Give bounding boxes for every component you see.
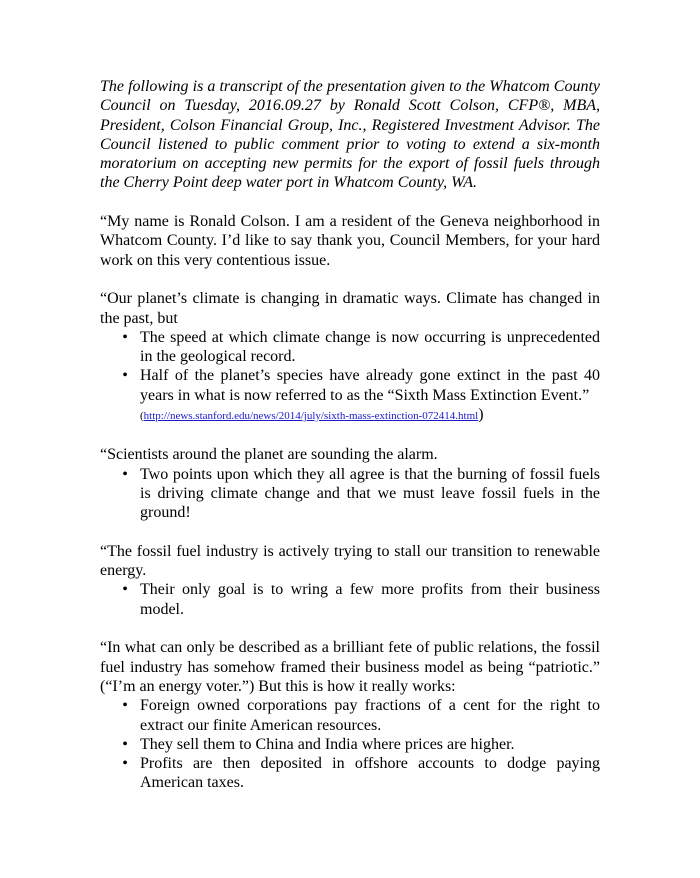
bullet-icon: • (122, 735, 128, 753)
bullet-icon: • (122, 367, 128, 385)
paragraph-public-relations: “In what can only be described as a brilliant fete of public relations, the fossil fuel industry has somehow framed their business model as being “patriotic.” (“I’m an energy voter.”) But this is how it really works: (100, 639, 600, 695)
bullet-icon: • (122, 755, 128, 773)
bullet-icon: • (122, 581, 128, 599)
document-page (100, 77, 600, 793)
paragraph-industry: “The fossil fuel industry is actively trying to stall our transition to renewable energy. (100, 542, 600, 580)
bullet-icon: • (122, 697, 128, 715)
list-item: • The speed at which climate change is now occurring is unprecedented in the geological record. (100, 328, 600, 367)
list-item: • Half of the planet’s species have already gone extinct in the past 40 years in what is now referred to as the “Sixth Mass Extinction Event.” (100, 366, 600, 405)
bullet-list-how-it-works (100, 696, 600, 792)
intro-paragraph: The following is a transcript of the presentation given to the Whatcom County Council on Tuesday, 2016.09.27 by Ronald Scott Colson, CFP®, MBA, President, Colson Financial Group, Inc., Registered Investment Advisor. The Council listened to public comment prior to voting to extend a six-month moratorium on accepting new permits for the export of fossil fuels through the Cherry Point deep water port in Whatcom County, WA. (100, 78, 600, 192)
paragraph-climate: “Our planet’s climate is changing in dramatic ways. Climate has changed in the past, but (100, 290, 600, 327)
bullet-icon: • (122, 328, 128, 346)
bullet-list-climate (100, 328, 600, 405)
list-item: • Two points upon which they all agree is that the burning of fossil fuels is driving climate change and that we must leave fossil fuels in the ground! (100, 465, 600, 523)
list-item: • They sell them to China and India where prices are higher. (100, 735, 600, 754)
bullet-list-scientists (100, 465, 600, 523)
bullet-list-industry (100, 580, 600, 619)
citation-link-line: (http://news.stanford.edu/news/2014/july/sixth-mass-extinction-072414.html) (140, 406, 484, 424)
bullet-icon: • (122, 465, 128, 483)
stanford-source-link[interactable]: http://news.stanford.edu/news/2014/july/sixth-mass-extinction-072414.html (143, 410, 479, 423)
list-item: • Profits are then deposited in offshore accounts to dodge paying American taxes. (100, 754, 600, 793)
paragraph-scientists: “Scientists around the planet are sounding the alarm. (100, 446, 438, 464)
list-item: • Their only goal is to wring a few more profits from their business model. (100, 580, 600, 619)
paragraph-introduction: “My name is Ronald Colson. I am a resident of the Geneva neighborhood in Whatcom County. I’d like to say thank you, Council Members, for your hard work on this very contentious issue. (100, 213, 600, 269)
list-item: • Foreign owned corporations pay fractions of a cent for the right to extract our finite American resources. (100, 696, 600, 735)
